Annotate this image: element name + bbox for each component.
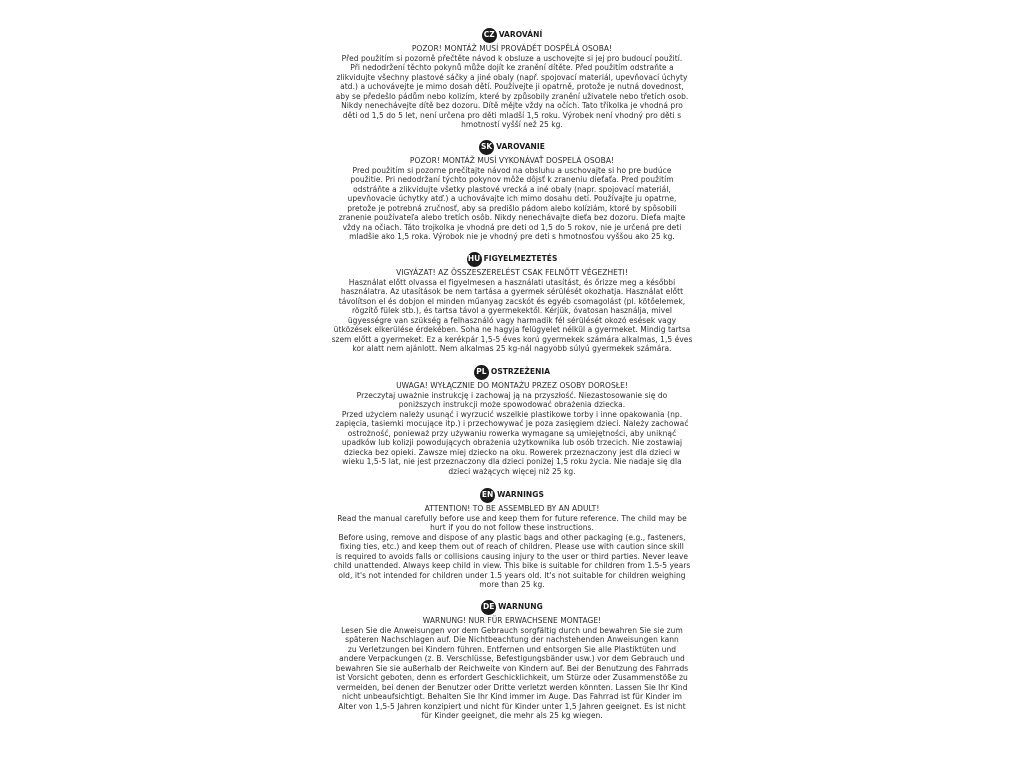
warning-line: POZOR! MONTÁŽ MUSÍ PROVÁDĚT DOSPĚLÁ OSOBA! xyxy=(411,44,613,53)
warning-line: távolítson el és dobjon el minden műanyag zacskót és egyéb csomagolást (pl. kötőelemek, xyxy=(338,296,686,306)
warning-line: atd.) a uchovávejte je mimo dosah dětí. Používejte ji opatrně, protože je nutná dovednost, xyxy=(340,82,684,91)
warning-line: bewahren Sie sie außerhalb der Reichweite von Kindern auf. Bei der Benutzung des Fahrrads xyxy=(335,663,689,673)
warning-line: hurt if you do not follow these instructions. xyxy=(430,523,594,532)
warning-line: upadków lub kolizji powodujących obrażenia użytkownika lub osób trzecich. Nie zostawiaj xyxy=(341,438,683,447)
section-header xyxy=(312,139,712,155)
warning-line: Před použitím si pozorně přečtěte návod k obsluze a uschovejte si jej pro budoucí použití. xyxy=(341,53,683,63)
warning-line: Read the manual carefully before use and keep them for future reference. The child may be xyxy=(337,513,687,523)
warning-text xyxy=(312,268,712,354)
section-heading: VAROVÁNÍ xyxy=(498,30,543,40)
warning-text xyxy=(312,616,712,721)
warning-line: Při nedodržení těchto pokynů může dojít ke zranění dítěte. Před použitím odstraňte a xyxy=(350,63,674,72)
warning-line: old, it's not intended for children under 1.5 years old. It's not suitable for children weighing xyxy=(338,570,686,580)
warning-line: hmotností vyšší než 25 kg. xyxy=(461,120,563,129)
warning-section-en xyxy=(312,487,712,590)
warning-text xyxy=(312,156,712,242)
warning-text xyxy=(312,44,712,130)
warning-line: zapięcia, tasiemki mocujące itp.) i przechowywać je poza zasięgiem dzieci. Należy zachować xyxy=(335,419,689,428)
warning-line: andere Verpackungen (z. B. Verschlüsse, Befestigungsbänder usw.) vor dem Gebrauch und xyxy=(339,654,685,663)
warning-section-de xyxy=(312,599,712,721)
warning-line: aby se předešlo pádům nebo kolizím, které by způsobily zranění uživatele nebo třetích osob. xyxy=(335,91,689,101)
section-header xyxy=(312,599,712,615)
section-heading: WARNUNG xyxy=(498,602,543,612)
warning-line: ügyességre van szükség a felhasználó vagy harmadik fél sérülését okozó esések vagy xyxy=(347,315,677,325)
warning-line: Használat előtt olvassa el figyelmesen a használati utasítást, és őrizze meg a későbbi xyxy=(348,277,676,287)
warning-line: fixing ties, etc.) and keep them out of reach of children. Please use with caution since skill xyxy=(340,542,684,551)
warning-line: vermeiden, bei denen der Benutzer oder Dritte verletzt werden könnten. Lassen Sie Ihr Kind xyxy=(336,682,688,692)
warning-line: zranenie používateľa alebo tretích osôb. Nikdy nenechávajte dieťa bez dozoru. Dieťa majte xyxy=(338,213,686,222)
warning-line: wieku 1,5-5 lat, nie jest przeznaczony dla dzieci poniżej 1,5 roku życia. Nie nadaje się dla xyxy=(342,457,682,466)
language-badge-sk: SK xyxy=(479,140,494,155)
warning-line: nicht unbeaufsichtigt. Behalten Sie Ihr Kind immer im Auge. Das Fahrrad ist für Kinder im xyxy=(342,692,682,701)
warning-line: VIGYÁZAT! AZ ÖSSZESZERELÉST CSAK FELNŐTT VÉGEZHETI! xyxy=(396,268,628,277)
section-heading: OSTRZEŻENIA xyxy=(490,367,551,377)
warning-line: rögzítő fülek stb.), és tartsa távol a gyermekektől. Kérjük, óvatosan használja, mivel xyxy=(351,306,673,315)
language-badge-hu: HU xyxy=(467,252,482,267)
warning-line: Alter von 1,5-5 Jahren konzipiert und nicht für Kinder unter 1,5 Jahren geeignet. Es ist nicht xyxy=(338,701,686,711)
section-heading: FIGYELMEZTETÉS xyxy=(483,254,558,264)
warning-line: is required to avoids falls or collisions causing injury to the user or third parties. Never leave xyxy=(335,551,689,561)
warning-text xyxy=(312,381,712,476)
warning-line: child unattended. Always keep child in view. This bike is suitable for children from 1.5-5 years xyxy=(333,561,691,570)
warning-section-sk xyxy=(312,139,712,242)
warning-line: Pred použitím si pozorne prečítajte návod na obsluhu a uschovajte si ho pre budúce xyxy=(352,165,672,175)
warning-line: POZOR! MONTÁŽ MUSÍ VYKONÁVAŤ DOSPELÁ OSOBA! xyxy=(409,156,615,165)
warning-line: upevňovacie úchytky atď.) a uchovávajte ich mimo dosahu detí. Používajte ju opatrne, xyxy=(347,194,677,203)
warning-line: děti od 1,5 do 5 let, není určena pro děti mladší 1,5 roku. Výrobek není vhodný pro děti s xyxy=(342,110,682,120)
warning-line: für Kinder geeignet, die mehr als 25 kg wiegen. xyxy=(421,711,603,720)
warning-line: použitie. Pri nedodržaní týchto pokynov môže dôjsť k zraneniu dieťaťa. Pred použitím xyxy=(350,175,674,184)
warning-line: pretože je potrebná zručnosť, aby sa predišlo pádom alebo kolíziám, ktoré by spôsobili xyxy=(347,203,677,213)
warning-text xyxy=(312,504,712,590)
warning-line: ütközések elkerülése érdekében. Soha ne hagyja felügyelet nélkül a gyermeket. Mindig tartsa xyxy=(333,325,691,334)
warning-line: zu Verletzungen bei Kindern führen. Entfernen und entsorgen Sie alle Plastiktüten und xyxy=(347,644,677,654)
language-badge-pl: PL xyxy=(474,365,489,380)
warning-line: vždy na očiach. Táto trojkolka je vhodná pre deti od 1,5 do 5 rokov, nie je určená pre deti xyxy=(342,222,682,232)
warning-line: UWAGA! WYŁĄCZNIE DO MONTAŻU PRZEZ OSOBY DOROSŁE! xyxy=(396,381,628,390)
section-header xyxy=(312,364,712,380)
warning-line: poniższych instrukcji może spowodować obrażenia dziecka. xyxy=(398,400,626,409)
warning-line: használatra. Az utasítások be nem tartása a gyermek sérülését okozhatja. Használat előtt xyxy=(340,287,684,296)
warning-line: ATTENTION! TO BE ASSEMBLED BY AN ADULT! xyxy=(424,504,600,513)
warning-line: kor alatt nem ajánlott. Nem alkalmas 25 kg-nál nagyobb súlyú gyermekek számára. xyxy=(352,344,672,353)
language-badge-de: DE xyxy=(481,600,496,615)
section-heading: WARNINGS xyxy=(497,490,544,500)
warning-line: Przeczytaj uważnie instrukcję i zachowaj ją na przyszłość. Niezastosowanie się do xyxy=(356,390,668,400)
warning-line: Lesen Sie die Anweisungen vor dem Gebrauch sorgfältig durch und bewahren Sie sie zum xyxy=(341,625,683,635)
warning-line: Przed użyciem należy usunąć i wyrzucić wszelkie plastikowe torby i inne opakowania (np. xyxy=(341,409,683,419)
warning-section-pl xyxy=(312,364,712,476)
warning-line: odstráňte a zlikvidujte všetky plastové vrecká a iné obaly (napr. spojovací materiál, xyxy=(353,184,671,194)
warning-line: ostrożność, ponieważ przy używaniu rowerka wymagane są umiejętności, aby uniknąć xyxy=(347,428,677,438)
warning-section-cz xyxy=(312,27,712,130)
warning-section-hu xyxy=(312,251,712,354)
warning-line: dziecka bez opieki. Zawsze miej dziecko na oku. Rowerek przeznaczony jest dla dzieci w xyxy=(344,447,680,457)
warning-line: zlikvidujte všechny plastové sáčky a jiné obaly (např. spojovací materiál, upevňovací úchyty xyxy=(336,72,688,82)
warning-line: späteren Nachschlagen auf. Die Nichtbeachtung der nachstehenden Anweisungen kann xyxy=(345,635,679,644)
warning-line: mladšie ako 1,5 roka. Výrobok nie je vhodný pre deti s hmotnosťou vyššou ako 25 kg. xyxy=(349,232,675,241)
section-heading: VAROVANIE xyxy=(496,142,545,152)
section-header xyxy=(312,487,712,503)
language-badge-cz: CZ xyxy=(482,28,497,43)
warning-line: Nikdy nenechávejte dítě bez dozoru. Dítě mějte vždy na očích. Tato tříkolka je vhodná pro xyxy=(341,101,683,110)
section-header xyxy=(312,251,712,267)
warning-line: WARNUNG! NUR FÜR ERWACHSENE MONTAGE! xyxy=(422,616,602,625)
section-header xyxy=(312,27,712,43)
warning-line: Before using, remove and dispose of any plastic bags and other packaging (e.g., fasteners, xyxy=(338,532,686,542)
warning-line: more than 25 kg. xyxy=(479,580,545,589)
warning-line: szem előtt a gyermeket. Ez a kerékpár 1,5-5 éves korú gyermekek számára alkalmas, 1,5 éves xyxy=(331,334,693,344)
warning-line: dzieci ważących więcej niż 25 kg. xyxy=(448,466,576,476)
warning-line: ist Vorsicht geboten, denn es erfordert Geschicklichkeit, um Stürze oder Zusammenstöße zu xyxy=(336,673,688,682)
language-badge-en: EN xyxy=(480,488,495,503)
